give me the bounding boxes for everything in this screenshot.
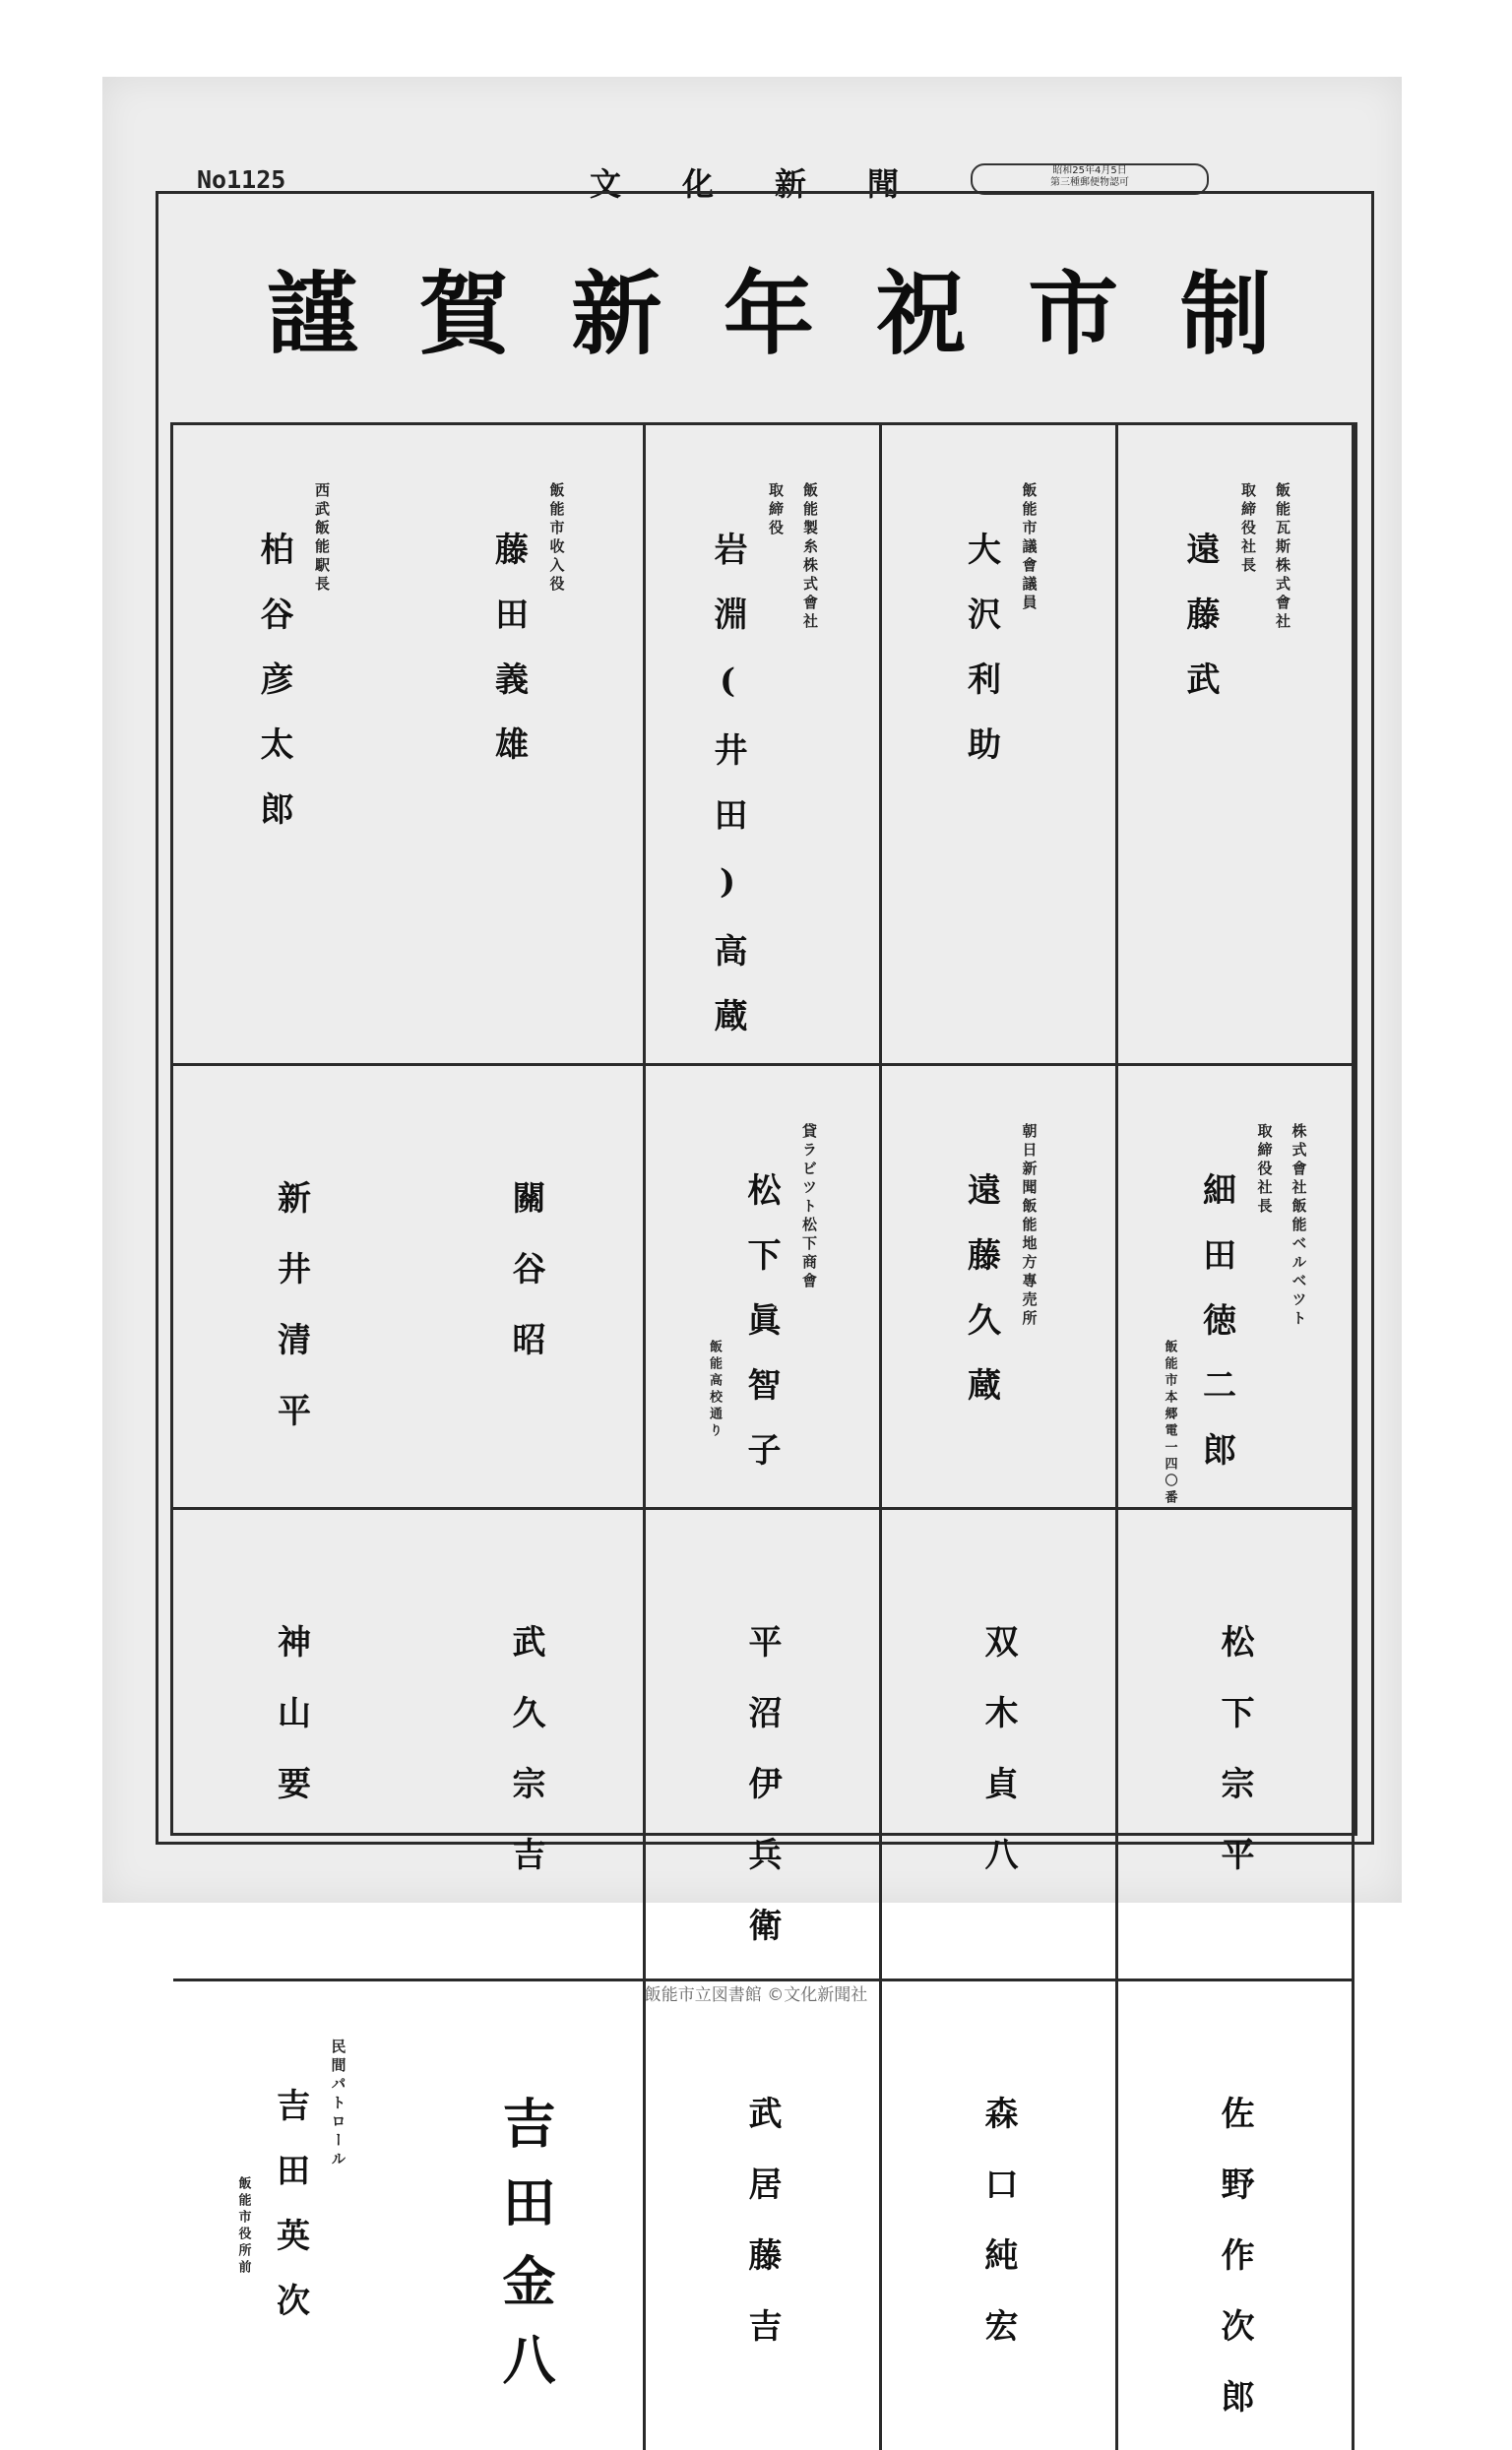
greeting-cell <box>173 1510 410 1981</box>
greeting-cell <box>1118 1981 1354 2450</box>
sender-name: 藤田義雄 <box>488 532 529 791</box>
postal-note-line-2: 第三種郵便物認可 <box>1050 177 1129 188</box>
greeting-cell <box>1118 1066 1354 1510</box>
sender-name: 松下眞智子 <box>741 1172 781 1497</box>
greeting-cell <box>646 425 882 1066</box>
greeting-cell <box>173 1981 410 2450</box>
greeting-cell <box>410 425 646 1066</box>
headline-char: 祝 <box>875 261 967 367</box>
copyright-footer: 飯能市立図書館 ©文化新聞社 <box>644 1985 868 2005</box>
newspaper-name: 文化新聞 <box>590 165 961 203</box>
sender-title: 飯能瓦斯株式會社 <box>1274 482 1292 632</box>
greeting-cell <box>173 1066 410 1510</box>
greeting-cell <box>646 1510 882 1981</box>
sender-name: 吉田英次 <box>270 2088 310 2348</box>
headline-char: 新 <box>571 261 662 367</box>
sender-name: 遠藤武 <box>1180 532 1220 726</box>
greeting-cell <box>410 1510 646 1981</box>
sender-title: 取締役 <box>767 482 785 538</box>
sender-title: 貸ラビツト松下商會 <box>800 1123 818 1291</box>
sender-name: 森口純宏 <box>978 2096 1018 2379</box>
sender-name: 佐野作次郎 <box>1215 2096 1254 2450</box>
sender-title: 飯能市議會議員 <box>1020 482 1039 613</box>
sender-title: 飯能製糸株式會社 <box>801 482 819 632</box>
sender-title: 取締役社長 <box>1255 1123 1274 1217</box>
sender-name: 吉田金八 <box>494 2096 557 2411</box>
sender-name: 遠藤久蔵 <box>961 1172 1001 1432</box>
sender-title: 株式會社飯能ベルベツト <box>1290 1123 1308 1329</box>
greeting-cell <box>1118 425 1354 1066</box>
sender-title: 飯能市收入役 <box>547 482 566 595</box>
postal-note-line-1: 昭和25年4月5日 <box>1052 165 1127 176</box>
sender-title: 西武飯能駅長 <box>313 482 331 595</box>
greeting-cell <box>173 425 410 1066</box>
headline <box>218 255 1320 373</box>
headline-char: 謹 <box>267 261 358 367</box>
issue-number: No1125 <box>197 165 286 194</box>
sender-name: 平沼伊兵衛 <box>742 1624 782 1979</box>
sender-address: 飯能高校通り <box>707 1340 722 1440</box>
sender-name: 新井清平 <box>271 1180 311 1464</box>
greeting-cell <box>882 1510 1118 1981</box>
greeting-cell <box>410 1981 646 2450</box>
greeting-cell <box>1118 1510 1354 1981</box>
sender-name: 神山要 <box>271 1624 311 1837</box>
sender-name: 細田徳二郎 <box>1196 1172 1236 1497</box>
sender-name: 大沢利助 <box>961 532 1001 791</box>
sender-name: 武久宗吉 <box>506 1624 545 1908</box>
greeting-cell <box>410 1066 646 1510</box>
headline-char: 賀 <box>418 261 510 367</box>
greeting-cell <box>882 1066 1118 1510</box>
sender-name: 武居藤吉 <box>742 2096 782 2379</box>
sender-name: 松下宗平 <box>1215 1624 1254 1908</box>
sender-address: 飯能市役所前 <box>235 2176 251 2277</box>
headline-char: 年 <box>723 261 814 367</box>
sender-title: 民間パトロール <box>329 2039 347 2169</box>
sender-title: 取締役社長 <box>1239 482 1257 576</box>
greeting-cell <box>882 425 1118 1066</box>
sender-name: 双木貞八 <box>978 1624 1018 1908</box>
sender-address: 飯能市本郷電一四〇番 <box>1162 1340 1177 1507</box>
greeting-cell <box>646 1066 882 1510</box>
headline-char: 制 <box>1179 261 1271 367</box>
sender-name: 岩淵(井田)高蔵 <box>708 532 747 1063</box>
sender-name: 關谷昭 <box>506 1180 545 1393</box>
greeting-cell <box>882 1981 1118 2450</box>
headline-char: 市 <box>1028 261 1119 367</box>
sender-name: 柏谷彦太郎 <box>254 532 293 856</box>
sender-title: 朝日新聞飯能地方專売所 <box>1020 1123 1039 1329</box>
greeting-cell <box>646 1981 882 2450</box>
